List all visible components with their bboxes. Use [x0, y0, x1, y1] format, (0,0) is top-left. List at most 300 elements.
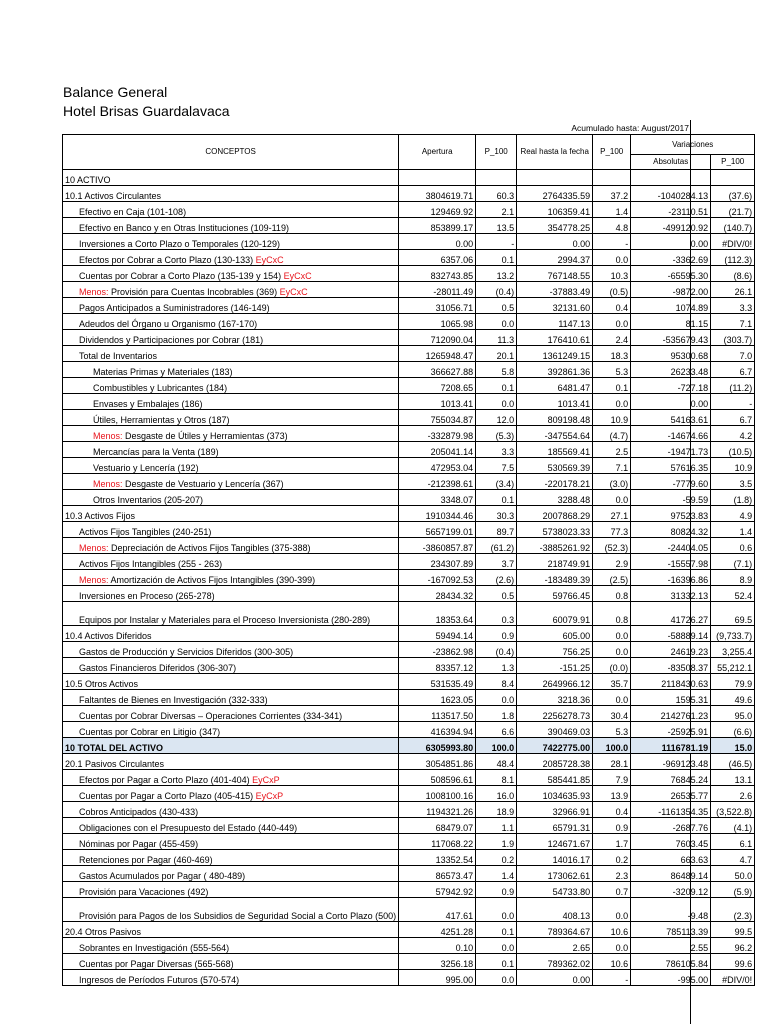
- real-cell: 32131.60: [517, 298, 593, 314]
- apertura-cell: 28434.32: [399, 586, 476, 602]
- concept-cell: [63, 922, 399, 938]
- p100-apertura-cell: 0.0: [476, 314, 517, 330]
- apertura-cell: 417.61: [399, 898, 476, 922]
- concept-label: Envases y Embalajes (186): [93, 399, 203, 409]
- absolutas-cell: -3209.12: [631, 882, 711, 898]
- apertura-cell: 712090.04: [399, 330, 476, 346]
- apertura-cell: 508596.61: [399, 770, 476, 786]
- concept-label: Cuentas por Cobrar Diversas – Operaciones Corrientes (334-341): [79, 711, 343, 721]
- apertura-cell: 18353.64: [399, 602, 476, 626]
- table-row: [63, 706, 755, 722]
- p100-var-cell: (2.3): [711, 898, 755, 922]
- concept-cell: [63, 898, 399, 922]
- p100-real-cell: 2.9: [593, 554, 631, 570]
- p100-var-cell: (140.7): [711, 218, 755, 234]
- p100-var-cell: [711, 170, 755, 186]
- p100-var-cell: 79.9: [711, 674, 755, 690]
- p100-apertura-cell: 13.5: [476, 218, 517, 234]
- account-tag: EyCxC: [279, 287, 308, 297]
- p100-apertura-cell: 1.8: [476, 706, 517, 722]
- absolutas-cell: 1074.89: [631, 298, 711, 314]
- concept-cell: [63, 882, 399, 898]
- real-cell: 7422775.00: [517, 738, 593, 754]
- real-cell: 2.65: [517, 938, 593, 954]
- apertura-cell: 129469.92: [399, 202, 476, 218]
- p100-apertura-cell: 18.9: [476, 802, 517, 818]
- concept-cell: [63, 570, 399, 586]
- table-row: [63, 602, 755, 626]
- p100-var-cell: (1.8): [711, 490, 755, 506]
- real-cell: 390469.03: [517, 722, 593, 738]
- absolutas-cell: 663.63: [631, 850, 711, 866]
- p100-apertura-cell: 8.4: [476, 674, 517, 690]
- p100-real-cell: 0.1: [593, 378, 631, 394]
- p100-real-cell: 7.1: [593, 458, 631, 474]
- p100-var-cell: (11.2): [711, 378, 755, 394]
- absolutas-cell: 81.15: [631, 314, 711, 330]
- concept-label: Cuentas por Cobrar a Corto Plazo (135-139 y 154): [79, 271, 284, 281]
- apertura-cell: 1013.41: [399, 394, 476, 410]
- p100-apertura-cell: -: [476, 234, 517, 250]
- apertura-cell: -212398.61: [399, 474, 476, 490]
- concept-cell: [63, 426, 399, 442]
- real-cell: -183489.39: [517, 570, 593, 586]
- absolutas-cell: 0.00: [631, 234, 711, 250]
- concept-label: Total de Inventarios: [79, 351, 158, 361]
- real-cell: -151.25: [517, 658, 593, 674]
- concept-label: Cuentas por Pagar Diversas (565-568): [79, 959, 234, 969]
- concept-label: Nóminas por Pagar (455-459): [79, 839, 199, 849]
- real-cell: 65791.31: [517, 818, 593, 834]
- real-cell: 60079.91: [517, 602, 593, 626]
- hotel-name: Hotel Brisas Guardalavaca: [63, 103, 230, 119]
- apertura-cell: 1265948.47: [399, 346, 476, 362]
- apertura-cell: 832743.85: [399, 266, 476, 282]
- p100-real-cell: (52.3): [593, 538, 631, 554]
- table-row: [63, 690, 755, 706]
- apertura-cell: 1008100.16: [399, 786, 476, 802]
- p100-var-cell: 15.0: [711, 738, 755, 754]
- absolutas-cell: -9.48: [631, 898, 711, 922]
- p100-var-cell: 96.2: [711, 938, 755, 954]
- real-cell: -37883.49: [517, 282, 593, 298]
- real-cell: 2256278.73: [517, 706, 593, 722]
- concept-cell: [63, 866, 399, 882]
- concept-cell: [63, 938, 399, 954]
- concept-cell: [63, 410, 399, 426]
- absolutas-cell: -535679.43: [631, 330, 711, 346]
- p100-apertura-cell: [476, 170, 517, 186]
- p100-apertura-cell: 5.8: [476, 362, 517, 378]
- apertura-cell: 13352.54: [399, 850, 476, 866]
- concept-cell: [63, 202, 399, 218]
- p100-apertura-cell: (5.3): [476, 426, 517, 442]
- p100-real-cell: 5.3: [593, 722, 631, 738]
- p100-var-cell: (303.7): [711, 330, 755, 346]
- p100-apertura-cell: 0.5: [476, 586, 517, 602]
- concept-label: Cobros Anticipados (430-433): [79, 807, 199, 817]
- apertura-cell: 1194321.26: [399, 802, 476, 818]
- p100-var-cell: 3,255.4: [711, 642, 755, 658]
- p100-var-cell: 4.9: [711, 506, 755, 522]
- p100-var-cell: 10.9: [711, 458, 755, 474]
- apertura-cell: 86573.47: [399, 866, 476, 882]
- concept-label: Equipos por Instalar y Materiales para el Proceso Inversionista (280-289): [79, 615, 371, 625]
- p100-real-cell: 0.7: [593, 882, 631, 898]
- p100-apertura-cell: 13.2: [476, 266, 517, 282]
- apertura-cell: 995.00: [399, 970, 476, 986]
- concept-cell: [63, 554, 399, 570]
- absolutas-cell: -3362.69: [631, 250, 711, 266]
- real-cell: 789362.02: [517, 954, 593, 970]
- p100-var-cell: 6.7: [711, 410, 755, 426]
- concept-label: Faltantes de Bienes en Investigación (332-333): [79, 695, 268, 705]
- concept-label: Efectos por Pagar a Corto Plazo (401-404): [79, 775, 253, 785]
- concept-label: Cuentas por Pagar a Corto Plazo (405-415): [79, 791, 256, 801]
- absolutas-cell: -2687.76: [631, 818, 711, 834]
- concept-label: 10.5 Otros Activos: [65, 679, 139, 689]
- p100-real-cell: 13.9: [593, 786, 631, 802]
- real-cell: 408.13: [517, 898, 593, 922]
- concept-cell: [63, 346, 399, 362]
- account-tag: EyCxC: [283, 271, 312, 281]
- p100-apertura-cell: 0.0: [476, 690, 517, 706]
- p100-var-cell: (5.9): [711, 882, 755, 898]
- table-row: [63, 738, 755, 754]
- account-tag: EyCxP: [255, 791, 284, 801]
- concept-label: 20.4 Otros Pasivos: [65, 927, 142, 937]
- concept-cell: [63, 626, 399, 642]
- absolutas-cell: -1161354.35: [631, 802, 711, 818]
- real-cell: 6481.47: [517, 378, 593, 394]
- apertura-cell: -3860857.87: [399, 538, 476, 554]
- concept-cell: [63, 522, 399, 538]
- apertura-cell: -332879.98: [399, 426, 476, 442]
- p100-var-cell: 6.7: [711, 362, 755, 378]
- absolutas-cell: 97523.83: [631, 506, 711, 522]
- table-row: [63, 970, 755, 986]
- real-cell: 392861.36: [517, 362, 593, 378]
- concept-label: Desgaste de Vestuario y Lencería (367): [122, 479, 284, 489]
- apertura-cell: 234307.89: [399, 554, 476, 570]
- apertura-cell: 0.00: [399, 234, 476, 250]
- p100-real-cell: -: [593, 970, 631, 986]
- p100-real-cell: 2.3: [593, 866, 631, 882]
- table-row: [63, 298, 755, 314]
- p100-apertura-cell: (61.2): [476, 538, 517, 554]
- p100-apertura-cell: 3.7: [476, 554, 517, 570]
- table-row: [63, 722, 755, 738]
- real-cell: 1147.13: [517, 314, 593, 330]
- concept-label: Adeudos del Órgano u Organismo (167-170): [79, 319, 258, 329]
- table-row: [63, 834, 755, 850]
- p100-apertura-cell: (3.4): [476, 474, 517, 490]
- apertura-cell: 59494.14: [399, 626, 476, 642]
- p100-var-cell: 49.6: [711, 690, 755, 706]
- real-cell: 2994.37: [517, 250, 593, 266]
- concept-cell: [63, 458, 399, 474]
- concept-cell: [63, 786, 399, 802]
- p100-apertura-cell: 0.0: [476, 394, 517, 410]
- p100-real-cell: (0.0): [593, 658, 631, 674]
- real-cell: 767148.55: [517, 266, 593, 282]
- table-row: [63, 314, 755, 330]
- p100-apertura-cell: 0.0: [476, 898, 517, 922]
- p100-real-cell: 0.8: [593, 586, 631, 602]
- p100-apertura-cell: 0.0: [476, 970, 517, 986]
- concept-label: Materias Primas y Materiales (183): [93, 367, 233, 377]
- concept-label: Inversiones en Proceso (265-278): [79, 591, 215, 601]
- p100-var-cell: 7.1: [711, 314, 755, 330]
- real-cell: 218749.91: [517, 554, 593, 570]
- concept-cell: [63, 282, 399, 298]
- absolutas-cell: 76845.24: [631, 770, 711, 786]
- concept-cell: [63, 314, 399, 330]
- p100-apertura-cell: 100.0: [476, 738, 517, 754]
- real-cell: -220178.21: [517, 474, 593, 490]
- apertura-cell: -167092.53: [399, 570, 476, 586]
- table-row: [63, 490, 755, 506]
- p100-real-cell: 2.5: [593, 442, 631, 458]
- concept-label: Provisión para Vacaciones (492): [79, 887, 209, 897]
- absolutas-cell: -16396.86: [631, 570, 711, 586]
- p100-real-cell: 100.0: [593, 738, 631, 754]
- p100-var-cell: (8.6): [711, 266, 755, 282]
- absolutas-cell: -15557.98: [631, 554, 711, 570]
- p100-var-cell: 2.6: [711, 786, 755, 802]
- p100-apertura-cell: 7.5: [476, 458, 517, 474]
- concept-cell: [63, 690, 399, 706]
- p100-real-cell: 10.6: [593, 954, 631, 970]
- real-cell: 5738023.33: [517, 522, 593, 538]
- concept-cell: [63, 770, 399, 786]
- absolutas-cell: -727.18: [631, 378, 711, 394]
- apertura-cell: 83357.12: [399, 658, 476, 674]
- concept-label: Dividendos y Participaciones por Cobrar (181): [79, 335, 264, 345]
- apertura-cell: 1623.05: [399, 690, 476, 706]
- menos-prefix: Menos:: [93, 479, 123, 489]
- p100-apertura-cell: 0.9: [476, 626, 517, 642]
- table-row: [63, 234, 755, 250]
- account-tag: EyCxP: [252, 775, 280, 785]
- p100-var-cell: -: [711, 394, 755, 410]
- p100-real-cell: 0.0: [593, 690, 631, 706]
- p100-apertura-cell: 0.1: [476, 250, 517, 266]
- p100-real-cell: (4.7): [593, 426, 631, 442]
- p100-real-cell: 28.1: [593, 754, 631, 770]
- real-cell: 354778.25: [517, 218, 593, 234]
- p100-real-cell: 10.6: [593, 922, 631, 938]
- real-cell: 124671.67: [517, 834, 593, 850]
- absolutas-cell: 26535.77: [631, 786, 711, 802]
- p100-var-cell: (3,522.8): [711, 802, 755, 818]
- concept-cell: [63, 266, 399, 282]
- apertura-cell: 113517.50: [399, 706, 476, 722]
- p100-real-cell: 0.0: [593, 250, 631, 266]
- table-row: [63, 882, 755, 898]
- real-cell: 3218.36: [517, 690, 593, 706]
- p100-var-cell: (21.7): [711, 202, 755, 218]
- table-row: [63, 330, 755, 346]
- concept-label: Depreciación de Activos Fijos Tangibles (375-388): [108, 543, 311, 553]
- concept-cell: [63, 834, 399, 850]
- concept-label: Desgaste de Útiles y Herramientas (373): [122, 431, 288, 441]
- absolutas-cell: -24404.05: [631, 538, 711, 554]
- p100-real-cell: 0.4: [593, 802, 631, 818]
- apertura-cell: 1910344.46: [399, 506, 476, 522]
- absolutas-cell: 7603.45: [631, 834, 711, 850]
- p100-var-cell: 4.2: [711, 426, 755, 442]
- apertura-cell: 472953.04: [399, 458, 476, 474]
- p100-apertura-cell: 89.7: [476, 522, 517, 538]
- concept-cell: [63, 738, 399, 754]
- apertura-cell: 68479.07: [399, 818, 476, 834]
- apertura-cell: 0.10: [399, 938, 476, 954]
- table-row: [63, 170, 755, 186]
- p100-var-cell: 8.9: [711, 570, 755, 586]
- real-cell: 530569.39: [517, 458, 593, 474]
- concept-cell: [63, 474, 399, 490]
- real-cell: 789364.67: [517, 922, 593, 938]
- concept-label: Pagos Anticipados a Suministradores (146-149): [79, 303, 270, 313]
- real-cell: 106359.41: [517, 202, 593, 218]
- real-cell: -347554.64: [517, 426, 593, 442]
- real-cell: -3885261.92: [517, 538, 593, 554]
- p100-apertura-cell: 11.3: [476, 330, 517, 346]
- real-cell: 59766.45: [517, 586, 593, 602]
- p100-var-cell: 55,212.1: [711, 658, 755, 674]
- apertura-cell: 205041.14: [399, 442, 476, 458]
- p100-real-cell: (0.5): [593, 282, 631, 298]
- table-row: [63, 458, 755, 474]
- p100-real-cell: 1.4: [593, 202, 631, 218]
- concept-cell: [63, 850, 399, 866]
- absolutas-cell: -58889.14: [631, 626, 711, 642]
- balance-table: [62, 134, 755, 986]
- concept-label: Sobrantes en Investigación (555-564): [79, 943, 230, 953]
- concept-label: Efectos por Cobrar a Corto Plazo (130-133): [79, 255, 256, 265]
- p100-var-cell: 3.3: [711, 298, 755, 314]
- header-p100-var: P_100: [711, 155, 755, 170]
- table-row: [63, 770, 755, 786]
- concept-label: Vestuario y Lencería (192): [93, 463, 199, 473]
- absolutas-cell: -7779.60: [631, 474, 711, 490]
- absolutas-cell: 24619.23: [631, 642, 711, 658]
- p100-var-cell: 7.0: [711, 346, 755, 362]
- p100-var-cell: 69.5: [711, 602, 755, 626]
- concept-cell: [63, 658, 399, 674]
- p100-real-cell: 10.3: [593, 266, 631, 282]
- table-row: [63, 938, 755, 954]
- concept-label: Cuentas por Cobrar en Litigio (347): [79, 727, 221, 737]
- absolutas-cell: 1116781.19: [631, 738, 711, 754]
- concept-cell: [63, 378, 399, 394]
- p100-apertura-cell: 0.1: [476, 378, 517, 394]
- table-row: [63, 922, 755, 938]
- concept-label: Provisión para Cuentas Incobrables (369): [108, 287, 280, 297]
- absolutas-cell: [631, 170, 711, 186]
- p100-apertura-cell: 2.1: [476, 202, 517, 218]
- apertura-cell: 5657199.01: [399, 522, 476, 538]
- p100-real-cell: 37.2: [593, 186, 631, 202]
- p100-var-cell: 50.0: [711, 866, 755, 882]
- p100-apertura-cell: 0.1: [476, 954, 517, 970]
- accumulated-date: Acumulado hasta: August/2017: [571, 123, 689, 133]
- p100-var-cell: (7.1): [711, 554, 755, 570]
- table-row: [63, 410, 755, 426]
- p100-apertura-cell: 0.5: [476, 298, 517, 314]
- header-real: Real hasta la fecha: [517, 135, 593, 170]
- p100-apertura-cell: 3.3: [476, 442, 517, 458]
- p100-real-cell: 27.1: [593, 506, 631, 522]
- table-row: [63, 346, 755, 362]
- concept-label: Combustibles y Lubricantes (184): [93, 383, 228, 393]
- p100-real-cell: 0.0: [593, 490, 631, 506]
- header-apertura: Apertura: [399, 135, 476, 170]
- p100-apertura-cell: (0.4): [476, 642, 517, 658]
- p100-real-cell: (3.0): [593, 474, 631, 490]
- account-tag: EyCxC: [255, 255, 284, 265]
- concept-cell: [63, 642, 399, 658]
- absolutas-cell: 2142761.23: [631, 706, 711, 722]
- absolutas-cell: -19471.73: [631, 442, 711, 458]
- real-cell: 1361249.15: [517, 346, 593, 362]
- p100-var-cell: 3.5: [711, 474, 755, 490]
- absolutas-cell: 31332.13: [631, 586, 711, 602]
- concept-cell: [63, 970, 399, 986]
- concept-cell: [63, 538, 399, 554]
- p100-apertura-cell: 1.1: [476, 818, 517, 834]
- concept-label: Ingresos de Períodos Futuros (570-574): [79, 975, 240, 985]
- concept-label: Obligaciones con el Presupuesto del Estado (440-449): [79, 823, 298, 833]
- concept-cell: [63, 218, 399, 234]
- concept-label: 10.3 Activos Fijos: [65, 511, 136, 521]
- table-row: [63, 658, 755, 674]
- real-cell: 2764335.59: [517, 186, 593, 202]
- apertura-cell: 3804619.71: [399, 186, 476, 202]
- p100-var-cell: 95.0: [711, 706, 755, 722]
- p100-apertura-cell: 0.1: [476, 922, 517, 938]
- apertura-cell: [399, 170, 476, 186]
- absolutas-cell: 1595.31: [631, 690, 711, 706]
- table-row: [63, 474, 755, 490]
- table-row: [63, 754, 755, 770]
- table-row: [63, 442, 755, 458]
- p100-var-cell: (4.1): [711, 818, 755, 834]
- concept-label: 10 TOTAL DEL ACTIVO: [65, 743, 164, 753]
- table-row: [63, 802, 755, 818]
- p100-var-cell: 13.1: [711, 770, 755, 786]
- p100-var-cell: (46.5): [711, 754, 755, 770]
- apertura-cell: 117068.22: [399, 834, 476, 850]
- p100-real-cell: 10.9: [593, 410, 631, 426]
- p100-apertura-cell: 0.9: [476, 882, 517, 898]
- p100-var-cell: (112.3): [711, 250, 755, 266]
- p100-real-cell: 1.7: [593, 834, 631, 850]
- p100-real-cell: 5.3: [593, 362, 631, 378]
- p100-real-cell: 18.3: [593, 346, 631, 362]
- p100-real-cell: 0.0: [593, 394, 631, 410]
- absolutas-cell: 0.00: [631, 394, 711, 410]
- real-cell: 605.00: [517, 626, 593, 642]
- concept-label: Provisión para Pagos de los Subsidios de Seguridad Social a Corto Plazo (500): [79, 911, 397, 921]
- p100-var-cell: 26.1: [711, 282, 755, 298]
- apertura-cell: 416394.94: [399, 722, 476, 738]
- report-title: Balance General: [63, 84, 168, 100]
- concept-label: 10 ACTIVO: [65, 175, 111, 185]
- p100-apertura-cell: 0.2: [476, 850, 517, 866]
- table-row: [63, 250, 755, 266]
